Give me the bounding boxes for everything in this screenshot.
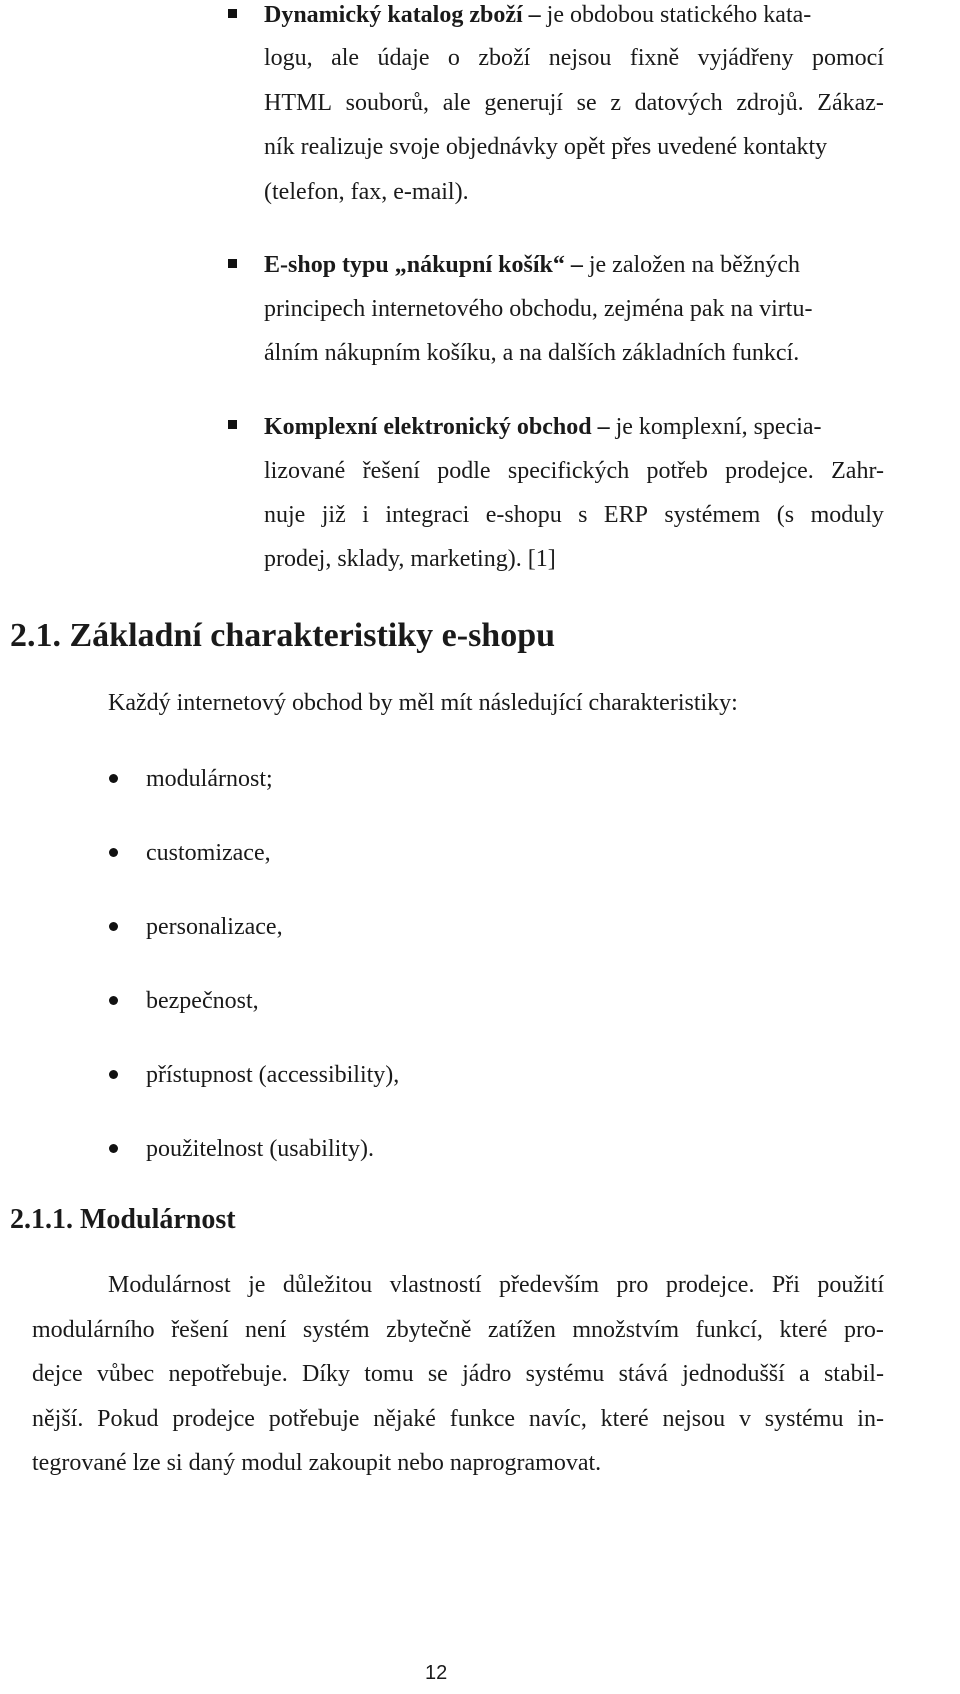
section-heading: 2.1. Základní charakteristiky e-shopu (10, 617, 556, 654)
section-intro: Každý internetový obchod by měl mít následující charakteristiky: (108, 690, 738, 716)
bullet-line: lizované řešení podle specifických potřeb prodejce. Zahr- (264, 458, 884, 484)
bullet-text: je založen na běžných (588, 252, 801, 278)
bullet-first-line (264, 250, 800, 280)
bullet-line: prodej, sklady, marketing). [1] (264, 546, 556, 572)
bullet-line: HTML souborů, ale generují se z datových zdrojů. Zákaz- (264, 90, 884, 116)
bullet-line: (telefon, fax, e-mail). (264, 179, 469, 205)
bullet-marker (228, 9, 237, 18)
list-item: přístupnost (accessibility), (146, 1062, 400, 1088)
paragraph-line: dejce vůbec nepotřebuje. Díky tomu se jádro systému stává jednodušší a stabil- (32, 1361, 884, 1387)
list-item: použitelnost (usability). (146, 1136, 374, 1162)
bullet-line: logu, ale údaje o zboží nejsou fixně vyjádřeny pomocí (264, 45, 884, 71)
bullet-line: álním nákupním košíku, a na dalších základních funkcí. (264, 340, 800, 366)
list-bullet (109, 922, 118, 931)
list-bullet (109, 996, 118, 1005)
list-bullet (109, 1144, 118, 1153)
bullet-first-line (264, 0, 811, 30)
page-number: 12 (425, 1662, 448, 1684)
bullet-text: je obdobou statického kata- (546, 2, 812, 28)
bullet-marker (228, 420, 237, 429)
paragraph-line: modulárního řešení není systém zbytečně zatížen množstvím funkcí, které pro- (32, 1317, 884, 1343)
list-item: bezpečnost, (146, 988, 259, 1014)
list-item: personalizace, (146, 914, 283, 940)
list-bullet (109, 1070, 118, 1079)
subsection-heading: 2.1.1. Modulárnost (10, 1204, 236, 1235)
bullet-text: je komplexní, specia- (615, 414, 822, 440)
bullet-first-line (264, 412, 822, 442)
bullet-line: nuje již i integraci e-shopu s ERP systémem (s moduly (264, 502, 884, 528)
bullet-marker (228, 259, 237, 268)
list-item: modulárnost; (146, 766, 273, 792)
list-bullet (109, 774, 118, 783)
bullet-term: Komplexní elektronický obchod – (264, 414, 610, 440)
list-item: customizace, (146, 840, 271, 866)
bullet-term: E-shop typu „nákupní košík“ – (264, 252, 583, 278)
paragraph-line: Modulárnost je důležitou vlastností především pro prodejce. Při použití (108, 1272, 884, 1298)
paragraph-line: tegrované lze si daný modul zakoupit nebo naprogramovat. (32, 1450, 602, 1476)
bullet-term: Dynamický katalog zboží – (264, 2, 541, 28)
paragraph-line: nější. Pokud prodejce potřebuje nějaké funkce navíc, které nejsou v systému in- (32, 1406, 884, 1432)
bullet-line: ník realizuje svoje objednávky opět přes uvedené kontakty (264, 134, 828, 160)
bullet-line: principech internetového obchodu, zejména pak na virtu- (264, 296, 813, 322)
list-bullet (109, 848, 118, 857)
